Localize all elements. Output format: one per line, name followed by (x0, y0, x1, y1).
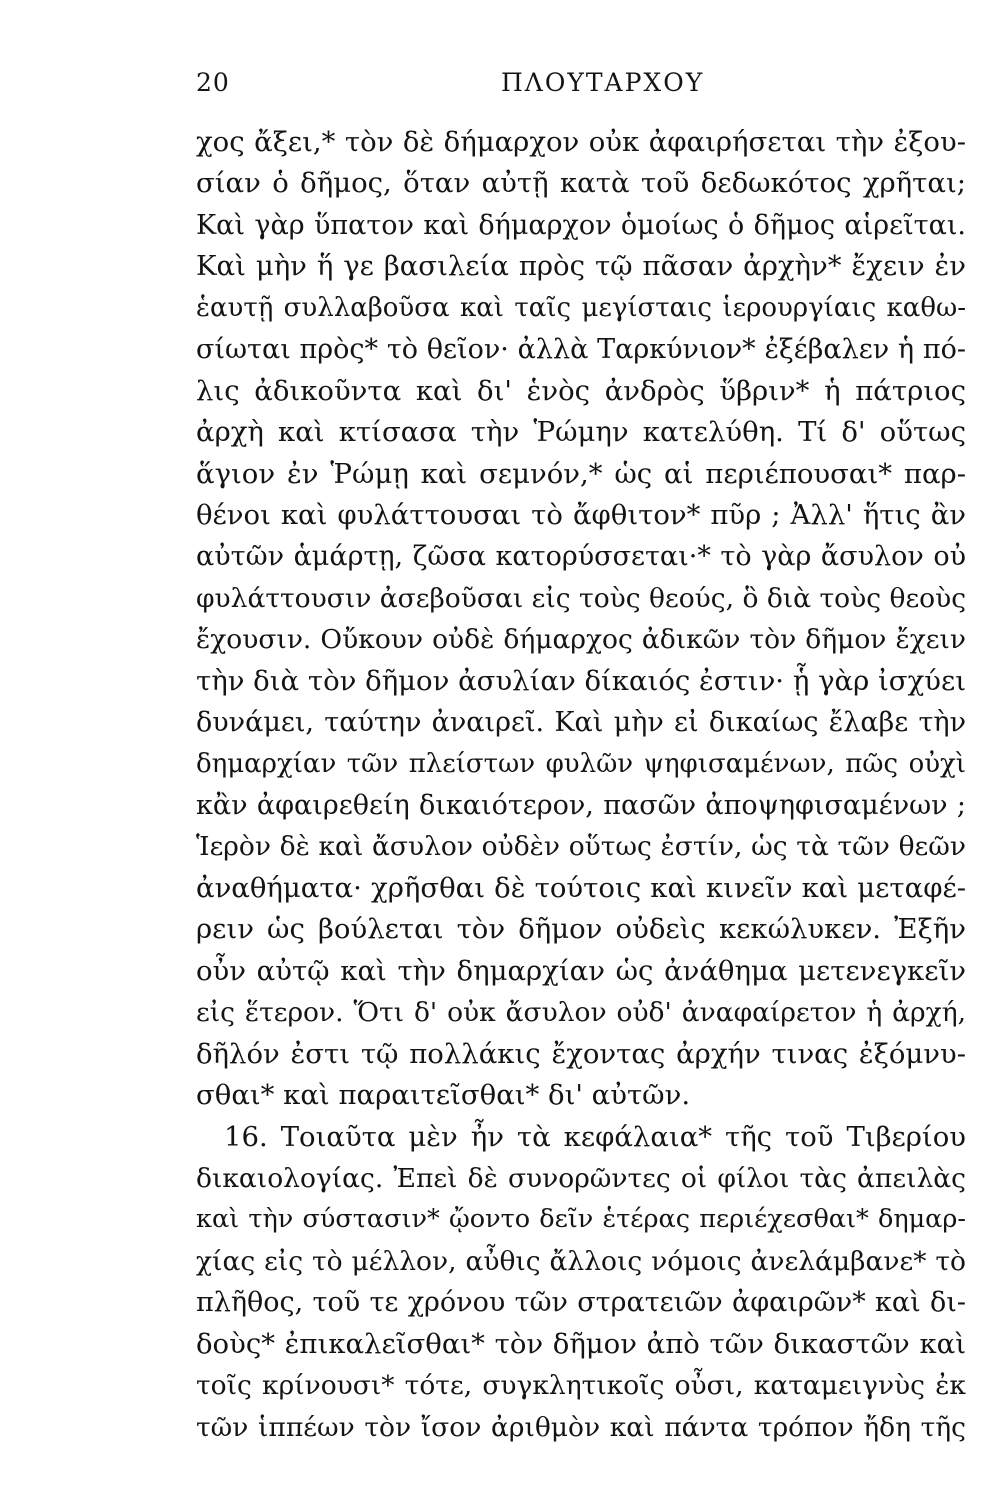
text-line: δοὺς* ἐπικαλεῖσθαι* τὸν δῆμον ἀπὸ τῶν δικαστῶν καὶ (196, 1327, 966, 1360)
text-line: ἔχουσιν. Οὔκουν οὐδὲ δήμαρχος ἀδικῶν τὸν δῆμον ἔχειν (196, 624, 966, 656)
text-line: καὶ τὴν σύστασιν* ᾤοντο δεῖν ἑτέρας περιέχεσθαι* δημαρ- (196, 1204, 966, 1235)
running-title: ΠΛΟΥΤΑΡΧΟΥ (501, 68, 705, 97)
text-line: θένοι καὶ φυλάττουσαι τὸ ἄφθιτον* πῦρ ; Ἀλλ' ἥτις ἂν (196, 498, 966, 531)
text-line: σίωται πρὸς* τὸ θεῖον· ἀλλὰ Ταρκύνιον* ἐξέβαλεν ἡ πό- (196, 334, 966, 366)
text-line: ἀναθήματα· χρῆσθαι δὲ τούτοις καὶ κινεῖν καὶ μεταφέ- (196, 871, 966, 904)
text-line: χος ἄξει,* τὸν δὲ δήμαρχον οὐκ ἀφαιρήσεται τὴν ἐξου- (196, 126, 966, 158)
paragraph-end-line: σθαι* καὶ παραιτεῖσθαι* δι' αὐτῶν. (196, 1079, 691, 1112)
text-line: Καὶ μὴν ἥ γε βασιλεία πρὸς τῷ πᾶσαν ἀρχὴν* ἔχειν ἐν (196, 250, 966, 283)
text-line: εἰς ἕτερον. Ὅτι δ' οὐκ ἄσυλον οὐδ' ἀναφαίρετον ἡ ἀρχή, (196, 997, 966, 1029)
text-line: λις ἀδικοῦντα καὶ δι' ἑνὸς ἀνδρὸς ὕβριν* ἡ πάτριος (196, 374, 966, 407)
text-line: τοῖς κρίνουσι* τότε, συγκλητικοῖς οὖσι, καταμειγνὺς ἐκ (196, 1370, 966, 1402)
text-line: χίας εἰς τὸ μέλλον, αὖθις ἄλλοις νόμοις ἀνελάμβανε* τὸ (196, 1245, 966, 1277)
text-line: ἑαυτῇ συλλαβοῦσα καὶ ταῖς μεγίσταις ἱερουργίαις καθω- (196, 292, 966, 323)
text-line: Καὶ γὰρ ὕπατον καὶ δήμαρχον ὁμοίως ὁ δῆμος αἱρεῖται. (196, 209, 966, 241)
section-16-start-line: 16. Τοιαῦτα μὲν ἦν τὰ κεφάλαια* τῆς τοῦ Τιβερίου (224, 1120, 966, 1153)
greek-text-block (196, 122, 966, 1448)
text-line: ἀρχὴ καὶ κτίσασα τὴν Ῥώμην κατελύθη. Τί δ' οὕτως (196, 416, 966, 449)
running-head (196, 68, 966, 108)
text-line: Ἱερὸν δὲ καὶ ἄσυλον οὐδὲν οὕτως ἐστίν, ὡς τὰ τῶν θεῶν (196, 831, 966, 863)
text-line: ρειν ὡς βούλεται τὸν δῆμον οὐδεὶς κεκώλυκεν. Ἐξῆν (196, 913, 966, 946)
text-line: δυνάμει, ταύτην ἀναιρεῖ. Καὶ μὴν εἰ δικαίως ἔλαβε τὴν (196, 707, 966, 739)
text-line: οὖν αὐτῷ καὶ τὴν δημαρχίαν ὡς ἀνάθημα μετενεγκεῖν (196, 954, 966, 987)
text-line: ἅγιον ἐν Ῥώμῃ καὶ σεμνόν,* ὡς αἱ περιέπουσαι* παρ- (196, 457, 966, 490)
text-line: αὐτῶν ἁμάρτῃ, ζῶσα κατορύσσεται·* τὸ γὰρ ἄσυλον οὐ (196, 541, 966, 573)
page-number: 20 (196, 68, 230, 97)
text-line: κἂν ἀφαιρεθείη δικαιότερον, πασῶν ἀποψηφισαμένων ; (196, 790, 966, 821)
text-line: τὴν διὰ τὸν δῆμον ἀσυλίαν δίκαιός ἐστιν· ᾗ γὰρ ἰσχύει (196, 664, 966, 697)
text-line: δημαρχίαν τῶν πλείστων φυλῶν ψηφισαμένων, πῶς οὐχὶ (196, 748, 966, 779)
text-line: τῶν ἱππέων τὸν ἴσον ἀριθμὸν καὶ πάντα τρόπον ἤδη τῆς (196, 1411, 966, 1443)
text-line: φυλάττουσιν ἀσεβοῦσαι εἰς τοὺς θεούς, ὃ διὰ τοὺς θεοὺς (196, 582, 966, 614)
text-line: πλῆθος, τοῦ τε χρόνου τῶν στρατειῶν ἀφαιρῶν* καὶ δι- (196, 1287, 966, 1319)
text-line: δῆλόν ἐστι τῷ πολλάκις ἔχοντας ἀρχήν τινας ἐξόμνυ- (196, 1037, 966, 1070)
text-line: δικαιολογίας. Ἐπεὶ δὲ συνορῶντες οἱ φίλοι τὰς ἀπειλὰς (196, 1162, 966, 1194)
text-line: σίαν ὁ δῆμος, ὅταν αὐτῇ κατὰ τοῦ δεδωκότος χρῆται; (196, 167, 966, 200)
